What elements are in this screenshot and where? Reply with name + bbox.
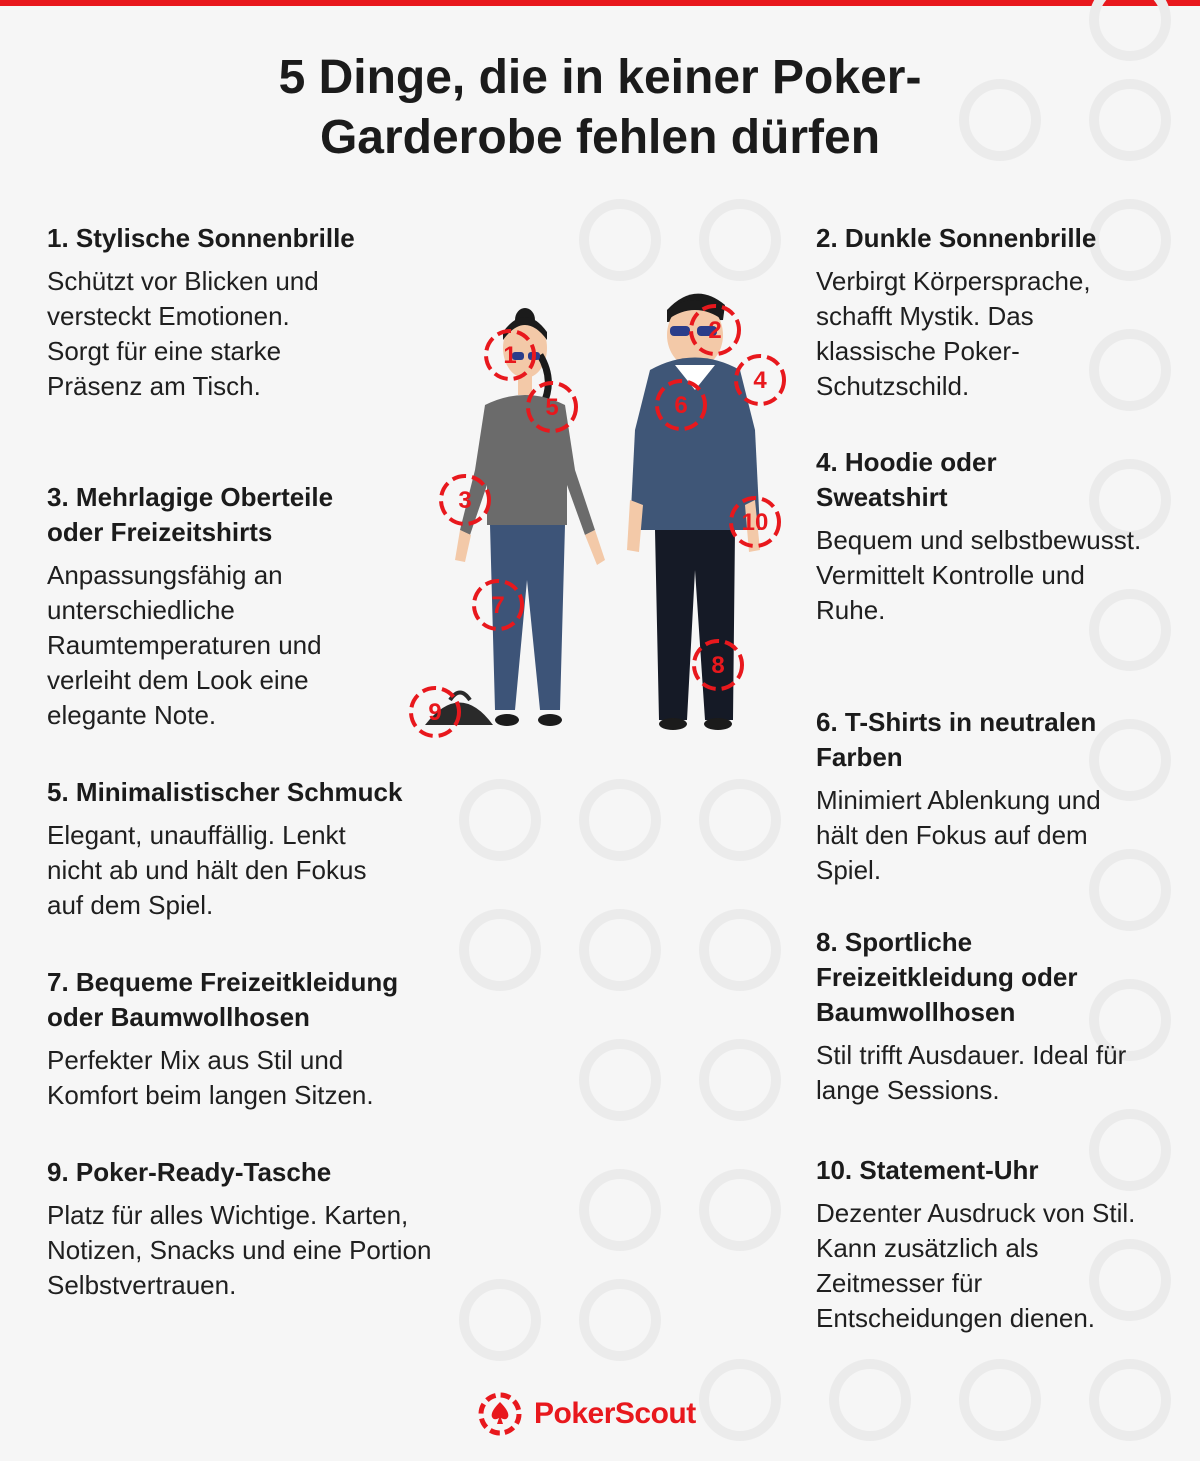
item-heading: 8. Sportliche Freizeitkleidung oder Baumwollhosen: [816, 927, 1078, 1027]
marker-8: 8: [711, 652, 725, 679]
item-heading: 3. Mehrlagige Oberteile oder Freizeitshirts: [47, 482, 334, 547]
item-heading: 1. Stylische Sonnenbrille: [47, 223, 355, 253]
item-6: [816, 705, 1156, 888]
item-heading: 10. Statement-Uhr: [816, 1155, 1039, 1185]
item-7: [47, 965, 467, 1113]
page-title: [150, 48, 1050, 168]
marker-1: 1: [503, 342, 517, 369]
pokerscout-spade-logo-icon: [476, 1390, 524, 1438]
marker-6: 6: [674, 392, 688, 419]
item-3: [47, 480, 467, 733]
item-text: Platz für alles Wichtige. Karten, Notizen, Snacks und eine Portion Selbstvertrauen.: [47, 1200, 432, 1300]
item-9: [47, 1155, 467, 1303]
marker-4: 4: [753, 367, 767, 394]
item-4: [816, 445, 1156, 628]
item-text: Minimiert Ablenkung und hält den Fokus auf dem Spiel.: [816, 785, 1101, 885]
item-text: Verbirgt Körpersprache, schafft Mystik. Das klassische Poker-Schutzschild.: [816, 266, 1091, 401]
item-10: [816, 1153, 1156, 1336]
item-5: [47, 775, 467, 923]
item-heading: 9. Poker-Ready-Tasche: [47, 1157, 332, 1187]
marker-10: 10: [741, 509, 769, 536]
marker-5: 5: [545, 394, 559, 421]
page-title-line-1: 5 Dinge, die in keiner Poker-: [278, 51, 922, 104]
item-heading: 6. T-Shirts in neutralen Farben: [816, 707, 1097, 772]
item-1: [47, 221, 467, 404]
pokerscout-logo: [476, 1388, 696, 1440]
item-text: Perfekter Mix aus Stil und Komfort beim langen Sitzen.: [47, 1045, 374, 1110]
item-heading: 2. Dunkle Sonnenbrille: [816, 223, 1097, 253]
item-heading: 5. Minimalistischer Schmuck: [47, 777, 403, 807]
item-text: Anpassungsfähig an unterschiedliche Raumtemperaturen und verleiht dem Look eine elegante Note.: [47, 560, 322, 730]
item-text: Schützt vor Blicken und versteckt Emotionen. Sorgt für eine starke Präsenz am Tisch.: [47, 266, 319, 401]
woman-figure: [425, 308, 605, 726]
marker-2: 2: [708, 317, 722, 344]
item-text: Stil trifft Ausdauer. Ideal für lange Sessions.: [816, 1040, 1127, 1105]
item-heading: 7. Bequeme Freizeitkleidung oder Baumwollhosen: [47, 967, 399, 1032]
marker-9: 9: [428, 699, 442, 726]
item-text: Bequem und selbstbewusst. Vermittelt Kontrolle und Ruhe.: [816, 525, 1142, 625]
item-8: [816, 925, 1156, 1108]
item-heading: 4. Hoodie oder Sweatshirt: [816, 447, 997, 512]
item-text: Dezenter Ausdruck von Stil. Kann zusätzlich als Zeitmesser für Entscheidungen dienen.: [816, 1198, 1136, 1333]
item-text: Elegant, unauffällig. Lenkt nicht ab und hält den Fokus auf dem Spiel.: [47, 820, 367, 920]
logo-text: PokerScout: [534, 1397, 696, 1430]
page-title-line-2: Garderobe fehlen dürfen: [319, 111, 881, 164]
outfit-illustration: [405, 280, 805, 750]
marker-7: 7: [491, 592, 505, 619]
item-2: [816, 221, 1156, 404]
marker-3: 3: [458, 487, 472, 514]
